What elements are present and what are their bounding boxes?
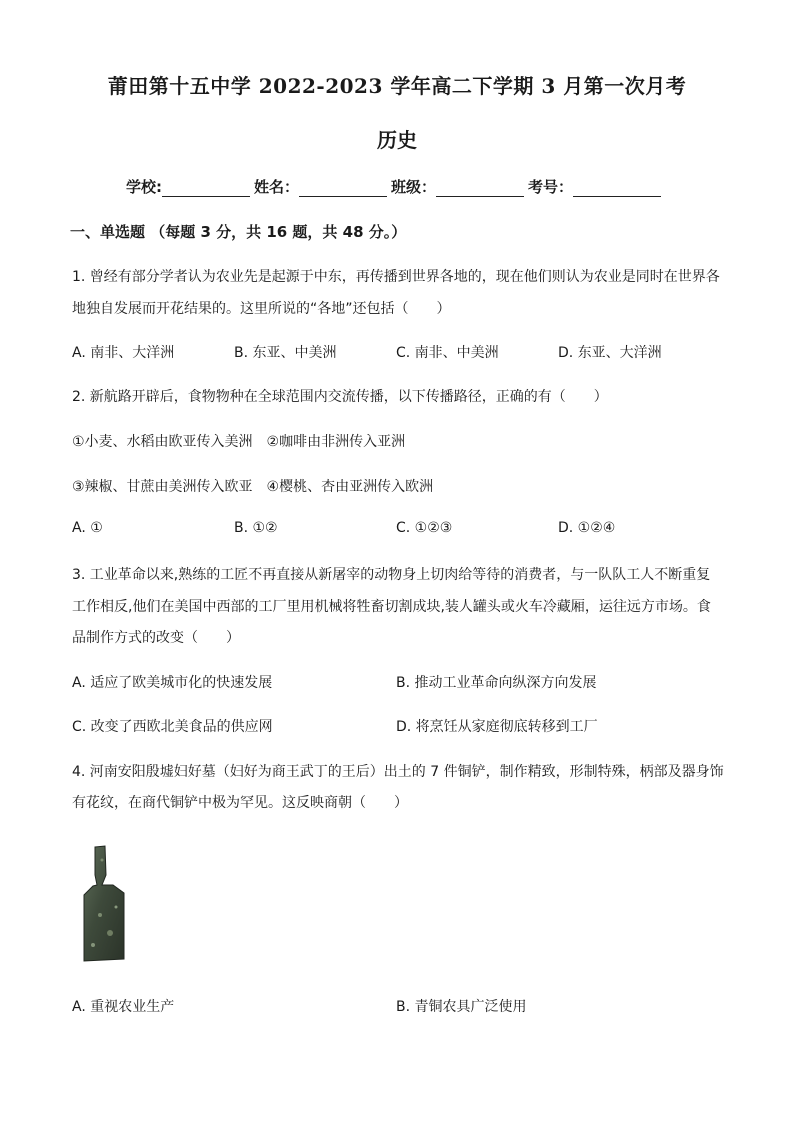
class-label: 班级： bbox=[391, 178, 437, 196]
exam-number-label: 考号： bbox=[528, 178, 574, 196]
q1-option-b[interactable]: B. 东亚、中美洲 bbox=[234, 345, 337, 361]
question-2-line-3: ③辣椒、甘蔗由美洲传入欧亚 ④樱桃、杏由亚洲传入欧洲 bbox=[72, 479, 434, 495]
q2-option-d[interactable]: D. ①②④ bbox=[558, 520, 616, 536]
q3-option-c[interactable]: C. 改变了西欧北美食品的供应网 bbox=[72, 719, 273, 735]
class-blank[interactable] bbox=[436, 180, 524, 197]
school-label: 学校: bbox=[126, 178, 162, 196]
q4-option-a[interactable]: A. 重视农业生产 bbox=[72, 999, 175, 1015]
name-label: 姓名： bbox=[254, 178, 300, 196]
question-3-line-3: 品制作方式的改变（ ） bbox=[72, 630, 240, 646]
student-info-row bbox=[126, 176, 665, 197]
question-2-line-2: ①小麦、水稻由欧亚传入美洲 ②咖啡由非洲传入亚洲 bbox=[72, 434, 406, 450]
exam-title: 莆田第十五中学 2022-2023 学年高二下学期 3 月第一次月考 bbox=[107, 74, 687, 98]
q1-option-a[interactable]: A. 南非、大洋洲 bbox=[72, 345, 175, 361]
q2-option-a[interactable]: A. ① bbox=[72, 520, 103, 536]
name-blank[interactable] bbox=[299, 180, 387, 197]
q3-option-b[interactable]: B. 推动工业革命向纵深方向发展 bbox=[396, 675, 597, 691]
q1-option-c[interactable]: C. 南非、中美洲 bbox=[396, 345, 499, 361]
question-3-line-2: 工作相反,他们在美国中西部的工厂里用机械将牲畜切割成块,装人罐头或火车冷藏厢，运往远方市场。食 bbox=[72, 599, 711, 615]
bronze-spade-image bbox=[78, 845, 134, 963]
q4-option-b[interactable]: B. 青铜农具广泛使用 bbox=[396, 999, 527, 1015]
section-heading: 一、单选题 （每题 3 分，共 16 题，共 48 分。） bbox=[70, 223, 407, 241]
question-4-line-2: 有花纹，在商代铜铲中极为罕见。这反映商朝（ ） bbox=[72, 795, 408, 811]
subject-title: 历史 bbox=[377, 128, 417, 152]
question-1-line-2: 地独自发展而开花结果的。这里所说的“各地”还包括（ ） bbox=[72, 301, 451, 317]
exam-number-blank[interactable] bbox=[573, 180, 661, 197]
q2-option-c[interactable]: C. ①②③ bbox=[396, 520, 453, 536]
q1-option-d[interactable]: D. 东亚、大洋洲 bbox=[558, 345, 662, 361]
question-2-line-1: 2. 新航路开辟后，食物物种在全球范围内交流传播，以下传播路径，正确的有（ ） bbox=[72, 389, 608, 405]
q2-option-b[interactable]: B. ①② bbox=[234, 520, 278, 536]
school-blank[interactable] bbox=[162, 180, 250, 197]
q3-option-d[interactable]: D. 将烹饪从家庭彻底转移到工厂 bbox=[396, 719, 598, 735]
question-4-line-1: 4. 河南安阳殷墟妇好墓（妇好为商王武丁的王后）出土的 7 件铜铲，制作精致，形制特殊，柄部及器身饰 bbox=[72, 764, 724, 780]
q3-option-a[interactable]: A. 适应了欧美城市化的快速发展 bbox=[72, 675, 273, 691]
question-1-line-1: 1. 曾经有部分学者认为农业先是起源于中东，再传播到世界各地的，现在他们则认为农业是同时在世界各 bbox=[72, 269, 720, 285]
question-3-line-1: 3. 工业革命以来,熟练的工匠不再直接从新屠宰的动物身上切肉给等待的消费者，与一队队工人不断重复 bbox=[72, 567, 711, 583]
